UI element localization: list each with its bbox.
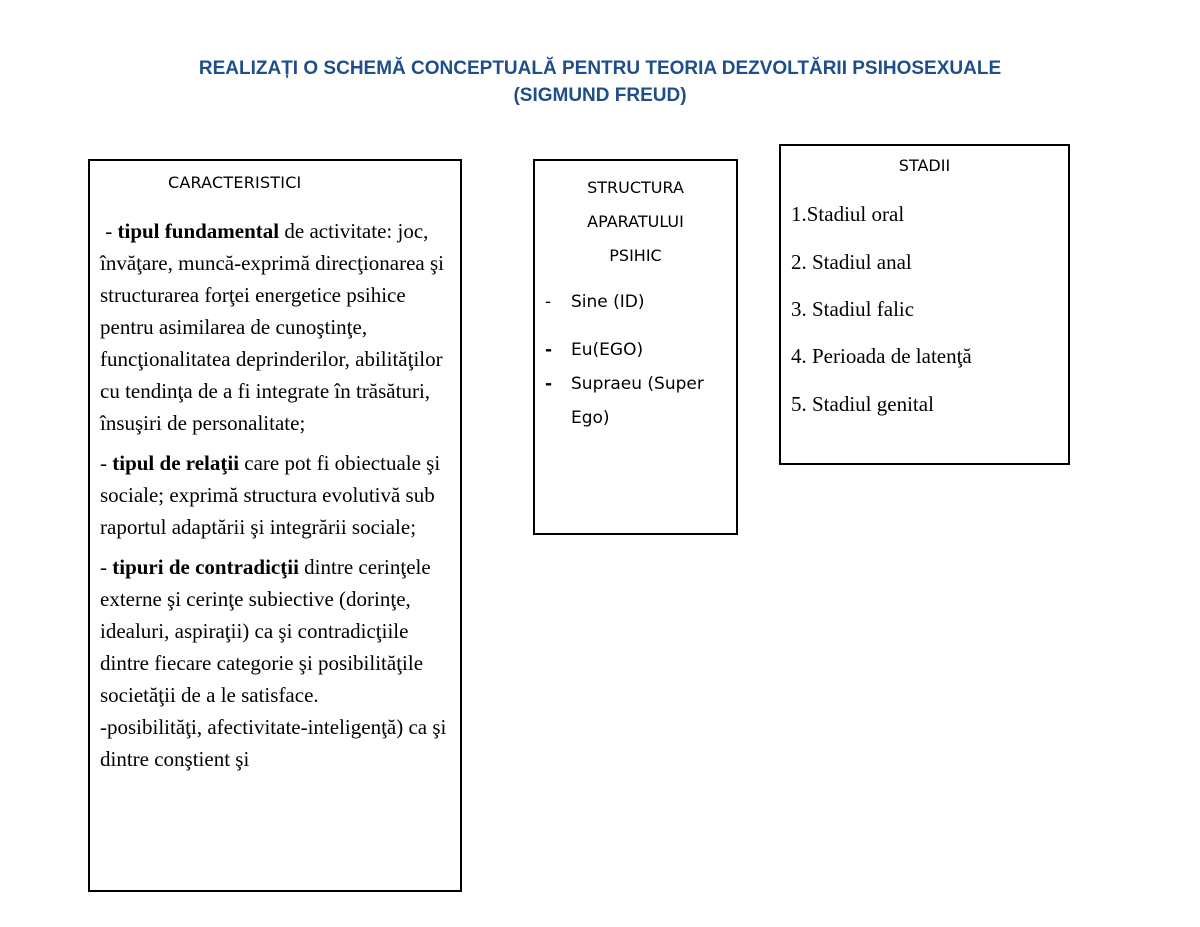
title-line-1: REALIZAȚI O SCHEMĂ CONCEPTUALĂ PENTRU TEORIA DEZVOLTĂRII PSIHOSEXUALE [198,58,1002,79]
stadii-heading: STADII [898,156,951,175]
term-tipul-de-relatii: tipul de relaţii [112,451,240,475]
bullet-dash: - [545,340,553,360]
structura-heading-line: STRUCTURA [587,178,684,197]
structura-item-text: Sine (ID) [571,292,645,312]
structura-heading-line: PSIHIC [609,246,662,265]
structura-box [533,159,738,535]
bullet-dash: - [100,451,113,475]
stadii-item-oral: 1.Stadiul oral [791,202,905,226]
bullet-dash: - [100,555,113,579]
stadii-item-latenta: 4. Perioada de latenţă [791,344,972,368]
text-tipuri-de-contradictii: dintre cerinţele externe şi cerinţe subiective (dorinţe, idealuri, aspiraţii) ca şi contradicţiile dintre fiecare categorie şi posibilităţile societăţii de a le satisface. [100,555,431,707]
paragraph-posibilitati: -posibilităţi, afectivitate-inteligenţă) ca şi dintre conştient şi [100,715,447,771]
term-tipul-fundamental: tipul fundamental [117,219,280,243]
paragraph-tipul-de-relatii [100,447,458,543]
structura-heading [535,171,736,273]
structura-item-supraeu [545,367,735,435]
paragraph-tipul-fundamental [100,215,458,439]
stadii-item-falic: 3. Stadiul falic [791,297,915,321]
structura-item-sine [545,285,735,319]
stadii-item-genital: 5. Stadiul genital [791,392,934,416]
caracteristici-heading: CARACTERISTICI [168,173,302,192]
structura-item-text: Eu(EGO) [571,340,644,360]
page-title [0,55,1200,109]
bullet-dash: - [100,219,118,243]
stadii-item-anal: 2. Stadiul anal [791,250,912,274]
bullet-dash: - [545,374,553,394]
stadii-box [779,144,1070,465]
bullet-dash: - [545,292,552,312]
structura-item-eu [545,333,735,367]
structura-item-text: Supraeu (Super Ego) [571,374,704,428]
paragraph-tipuri-de-contradictii [100,551,458,711]
text-tipul-fundamental: de activitate: joc, învăţare, muncă-exprimă direcţionarea şi structurarea forţei energetice psihice pentru asimilarea de cunoştinţe, funcţionalitatea deprinderilor, abilităţilor cu tendinţa de a fi integrate în trăsături, însuşiri de personalitate; [100,219,444,435]
caracteristici-body [100,215,458,783]
structura-heading-line: APARATULUI [587,212,684,231]
term-tipuri-de-contradictii: tipuri de contradicţii [112,555,299,579]
caracteristici-box [88,159,462,892]
title-line-2: (SIGMUND FREUD) [513,85,687,106]
text-tipul-de-relatii: care pot fi obiectuale şi sociale; exprimă structura evolutivă sub raportul adaptării şi integrării sociale; [100,451,441,539]
